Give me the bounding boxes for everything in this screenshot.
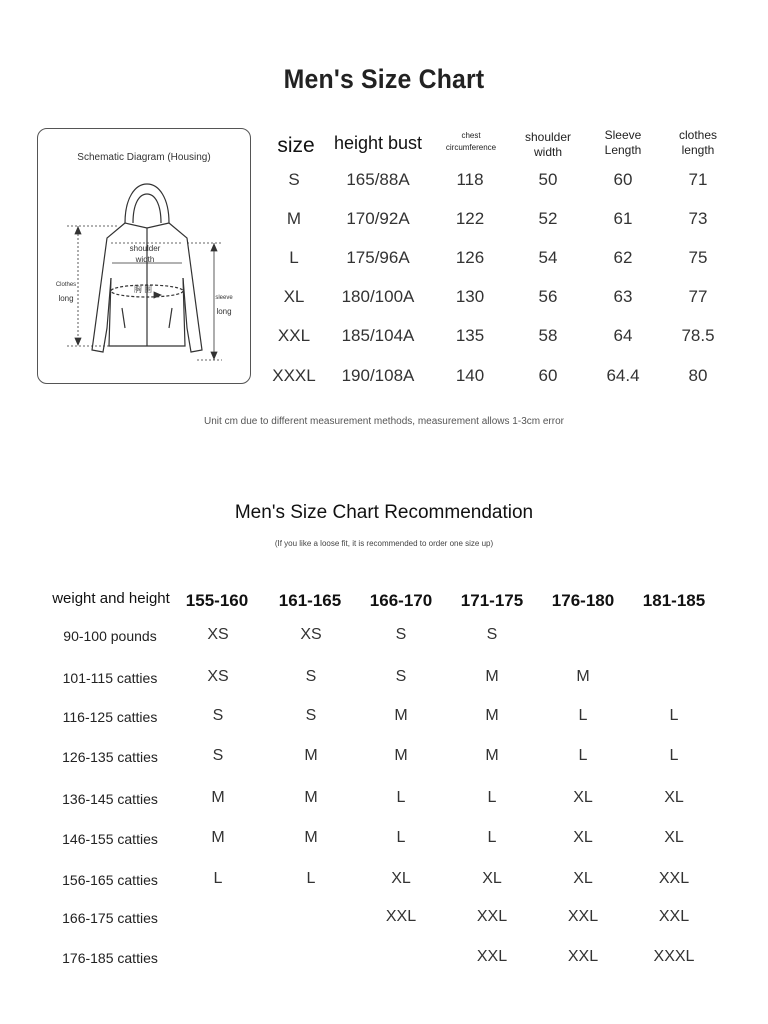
weight-row-label: 176-185 catties	[62, 950, 158, 966]
recommended-size-cell: XL	[573, 789, 593, 806]
header-clothes-length: clothes length	[678, 128, 718, 157]
recommended-size-cell: S	[305, 707, 317, 724]
height-header-6: 181-185	[642, 591, 706, 610]
recommended-size-cell: XXXL	[653, 948, 695, 965]
header-size: size	[277, 134, 315, 157]
weight-row-label: 166-175 catties	[62, 910, 158, 926]
recommended-size-cell: XL	[573, 829, 593, 846]
header-chest-text: chest circumference	[445, 131, 497, 152]
weight-row-label: 116-125 catties	[62, 709, 158, 725]
recommendation-subnote: (If you like a loose fit, it is recommended to order one size up)	[274, 539, 494, 548]
corner-label: weight and height	[52, 590, 170, 607]
recommended-size-cell: L	[396, 829, 406, 846]
page-title: Men's Size Chart	[283, 64, 485, 94]
schematic-diagram-title: Schematic Diagram (Housing)	[77, 152, 211, 163]
weight-row-label: 156-165 catties	[62, 872, 158, 888]
recommended-size-cell: XXL	[567, 948, 599, 965]
recommended-size-cell: M	[485, 747, 499, 764]
clothes-label-line1: Clothes	[55, 282, 77, 288]
size-cell: 78.5	[681, 326, 715, 345]
size-cell: M	[286, 209, 302, 228]
size-cell: XXL	[277, 326, 311, 345]
header-shoulder-width: shoulder width	[524, 130, 572, 159]
size-cell: L	[289, 248, 299, 267]
size-cell: XL	[283, 287, 305, 306]
sleeve-long-label	[204, 292, 244, 318]
size-cell: 190/108A	[341, 366, 415, 385]
recommended-size-cell: XL	[482, 870, 502, 887]
size-cell: 61	[613, 209, 633, 228]
header-sleeve-length: Sleeve Length	[604, 128, 642, 157]
sleeve-label-line1: sleeve	[215, 295, 233, 301]
recommended-size-cell: L	[487, 829, 497, 846]
size-cell: 50	[538, 170, 558, 189]
recommended-size-cell: XL	[664, 789, 684, 806]
size-cell: 175/96A	[346, 248, 410, 267]
recommended-size-cell: L	[669, 707, 679, 724]
weight-row-label: 101-115 catties	[62, 670, 158, 686]
recommended-size-cell: L	[487, 789, 497, 806]
recommended-size-cell: M	[394, 747, 408, 764]
recommended-size-cell: L	[578, 707, 588, 724]
size-cell: 56	[538, 287, 558, 306]
size-cell: S	[288, 170, 300, 189]
recommended-size-cell: L	[213, 870, 223, 887]
shoulder-label-line1: shoulder	[129, 244, 161, 253]
recommended-size-cell: XXL	[385, 908, 417, 925]
shoulder-width-label	[125, 243, 165, 265]
size-cell: 75	[688, 248, 708, 267]
recommended-size-cell: S	[395, 626, 407, 643]
size-cell: 130	[455, 287, 485, 306]
size-cell: 54	[538, 248, 558, 267]
recommended-size-cell: XXL	[476, 908, 508, 925]
recommended-size-cell: M	[576, 668, 590, 685]
size-cell: 64.4	[606, 366, 640, 385]
height-header-2: 161-165	[278, 591, 342, 610]
recommended-size-cell: S	[305, 668, 317, 685]
recommended-size-cell: S	[486, 626, 498, 643]
size-cell: 135	[455, 326, 485, 345]
recommended-size-cell: XXL	[658, 908, 690, 925]
size-cell: 60	[538, 366, 558, 385]
recommended-size-cell: XXL	[658, 870, 690, 887]
clothes-label-line2: long	[58, 294, 74, 303]
size-cell: 170/92A	[346, 209, 410, 228]
weight-row-label: 136-145 catties	[62, 791, 158, 807]
size-cell: 73	[688, 209, 708, 228]
size-cell: 80	[688, 366, 708, 385]
recommended-size-cell: M	[485, 707, 499, 724]
header-chest-circumference	[440, 130, 502, 154]
recommendation-title: Men's Size Chart Recommendation	[234, 502, 534, 523]
size-cell: 77	[688, 287, 708, 306]
height-header-1: 155-160	[185, 591, 249, 610]
recommended-size-cell: XS	[300, 626, 322, 643]
size-cell: 126	[455, 248, 485, 267]
recommended-size-cell: XL	[391, 870, 411, 887]
size-cell: 140	[455, 366, 485, 385]
size-cell: 63	[613, 287, 633, 306]
recommended-size-cell: XS	[207, 626, 229, 643]
recommended-size-cell: XL	[573, 870, 593, 887]
recommended-size-cell: M	[485, 668, 499, 685]
size-cell: 180/100A	[341, 287, 415, 306]
recommended-size-cell: L	[669, 747, 679, 764]
recommended-size-cell: S	[212, 747, 224, 764]
sleeve-label-line2: long	[216, 307, 232, 316]
size-cell: 62	[613, 248, 633, 267]
recommended-size-cell: L	[578, 747, 588, 764]
size-cell: 52	[538, 209, 558, 228]
size-cell: 60	[613, 170, 633, 189]
size-cell: 58	[538, 326, 558, 345]
measurement-note: Unit cm due to different measurement methods, measurement allows 1-3cm error	[204, 416, 564, 427]
size-cell: XXXL	[272, 366, 316, 385]
recommended-size-cell: M	[211, 789, 225, 806]
size-cell: 64	[613, 326, 633, 345]
clothes-long-label	[46, 279, 86, 305]
size-cell: 185/104A	[341, 326, 415, 345]
recommended-size-cell: L	[306, 870, 316, 887]
size-cell: 165/88A	[346, 170, 410, 189]
header-height-bust: height bust	[333, 133, 423, 153]
recommended-size-cell: XXL	[476, 948, 508, 965]
size-cell: 71	[688, 170, 708, 189]
shoulder-label-line2: width	[135, 255, 155, 264]
recommended-size-cell: XS	[207, 668, 229, 685]
recommended-size-cell: M	[211, 829, 225, 846]
size-cell: 122	[455, 209, 485, 228]
recommended-size-cell: M	[304, 789, 318, 806]
recommended-size-cell: M	[304, 747, 318, 764]
recommended-size-cell: L	[396, 789, 406, 806]
recommended-size-cell: M	[304, 829, 318, 846]
size-cell: 118	[456, 170, 484, 189]
weight-row-label: 146-155 catties	[62, 831, 158, 847]
weight-row-label: 90-100 pounds	[63, 628, 157, 644]
recommended-size-cell: S	[395, 668, 407, 685]
weight-row-label: 126-135 catties	[62, 749, 158, 765]
recommended-size-cell: XXL	[567, 908, 599, 925]
recommended-size-cell: XL	[664, 829, 684, 846]
height-header-4: 171-175	[460, 591, 524, 610]
recommended-size-cell: M	[394, 707, 408, 724]
height-header-5: 176-180	[551, 591, 615, 610]
chest-label: 胸 围	[133, 285, 153, 294]
recommended-size-cell: S	[212, 707, 224, 724]
height-header-3: 166-170	[369, 591, 433, 610]
